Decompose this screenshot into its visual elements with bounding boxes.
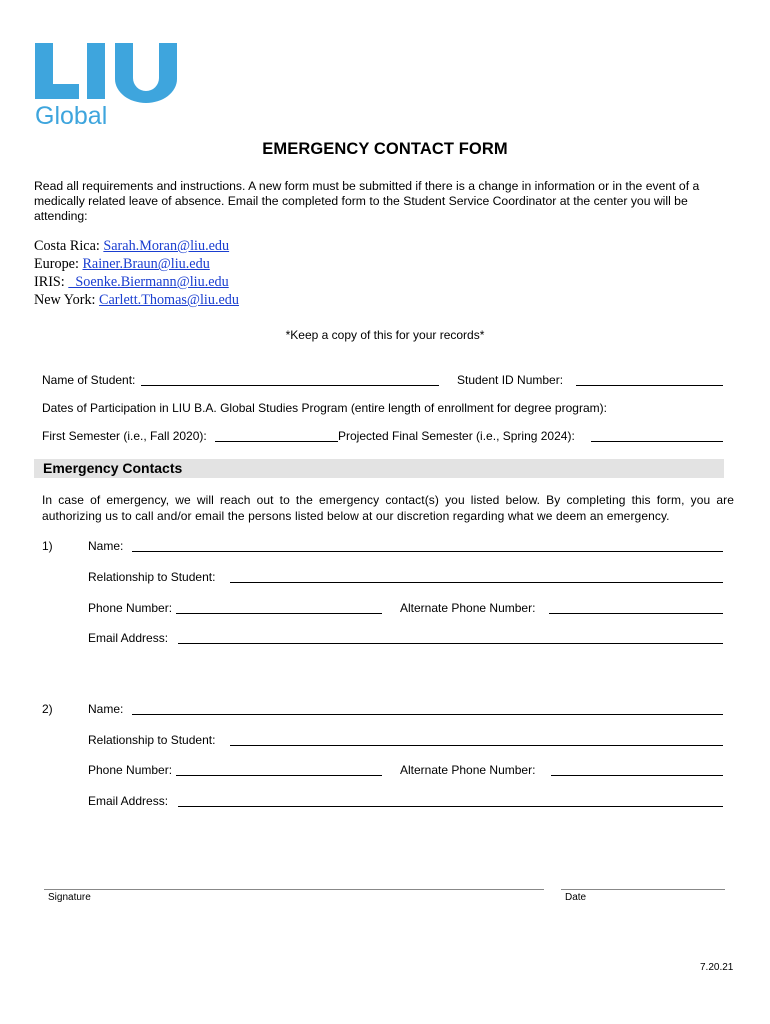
center-label: IRIS: [34,274,65,290]
center-email-link[interactable]: Carlett.Thomas@liu.edu [99,292,239,308]
contact-number: 1) [42,539,53,553]
center-contact-item [34,273,239,291]
center-contact-item [34,237,239,255]
date-field[interactable] [561,889,725,890]
student-name-label: Name of Student: [42,373,136,387]
contact-relationship-label: Relationship to Student: [88,570,216,584]
center-label: Europe: [34,256,79,272]
logo-sub: Global [35,102,108,130]
form-title: EMERGENCY CONTACT FORM [262,140,508,158]
student-name-field[interactable] [141,385,439,386]
liu-global-logo [35,40,180,130]
center-email-link[interactable]: Rainer.Braun@liu.edu [82,256,210,272]
contact-relationship-label: Relationship to Student: [88,733,216,747]
final-semester-label: Projected Final Semester (i.e., Spring 2024): [338,429,575,443]
first-semester-label: First Semester (i.e., Fall 2020): [42,429,207,443]
center-email-link[interactable]: Soenke.Biermann@liu.edu [68,274,229,290]
signature-label: Signature [48,892,91,903]
student-id-label: Student ID Number: [457,373,564,387]
center-email-link[interactable]: Sarah.Moran@liu.edu [103,238,230,254]
contact2-alt-phone-field[interactable] [551,775,723,776]
student-id-field[interactable] [576,385,723,386]
contact2-phone-field[interactable] [176,775,382,776]
contact1-relationship-field[interactable] [230,582,723,583]
contact1-alt-phone-field[interactable] [549,613,723,614]
contact-phone-label: Phone Number: [88,601,173,615]
center-contact-item [34,291,239,309]
first-semester-field[interactable] [215,441,338,442]
section-title: Emergency Contacts [43,460,183,476]
final-semester-field[interactable] [591,441,723,442]
contact-name-label: Name: [88,702,124,716]
center-contact-list [34,237,239,309]
contact1-phone-field[interactable] [176,613,382,614]
participation-dates-label: Dates of Participation in LIU B.A. Global Studies Program (entire length of enrollment for degree program): [42,401,607,415]
contact-email-label: Email Address: [88,794,169,808]
contact-name-label: Name: [88,539,124,553]
contact2-name-field[interactable] [132,714,723,715]
center-contact-item [34,255,239,273]
contact-number: 2) [42,702,53,716]
contact2-relationship-field[interactable] [230,745,723,746]
signature-field[interactable] [44,889,544,890]
center-label: New York: [34,292,96,308]
version-code: 7.20.21 [700,962,734,973]
contact-alt-phone-label: Alternate Phone Number: [400,601,536,615]
date-label: Date [565,892,587,903]
instructions-text: Read all requirements and instructions. A new form must be submitted if there is a change in information or in the event of a medically related leave of absence. Email the completed form to the Student Service Coordinator at the center you will be attending: [34,179,700,223]
contact-alt-phone-label: Alternate Phone Number: [400,763,536,777]
center-label: Costa Rica: [34,238,100,254]
contact2-email-field[interactable] [178,806,723,807]
contact-email-label: Email Address: [88,631,169,645]
keep-copy-note: *Keep a copy of this for your records* [285,328,485,342]
emergency-notice: In case of emergency, we will reach out to the emergency contact(s) you listed below. By completing this form, you are authorizing us to call and/or email the persons listed below at our discretion regarding what we deem an emergency. [42,493,734,523]
contact1-name-field[interactable] [132,551,723,552]
contact1-email-field[interactable] [178,643,723,644]
contact-phone-label: Phone Number: [88,763,173,777]
